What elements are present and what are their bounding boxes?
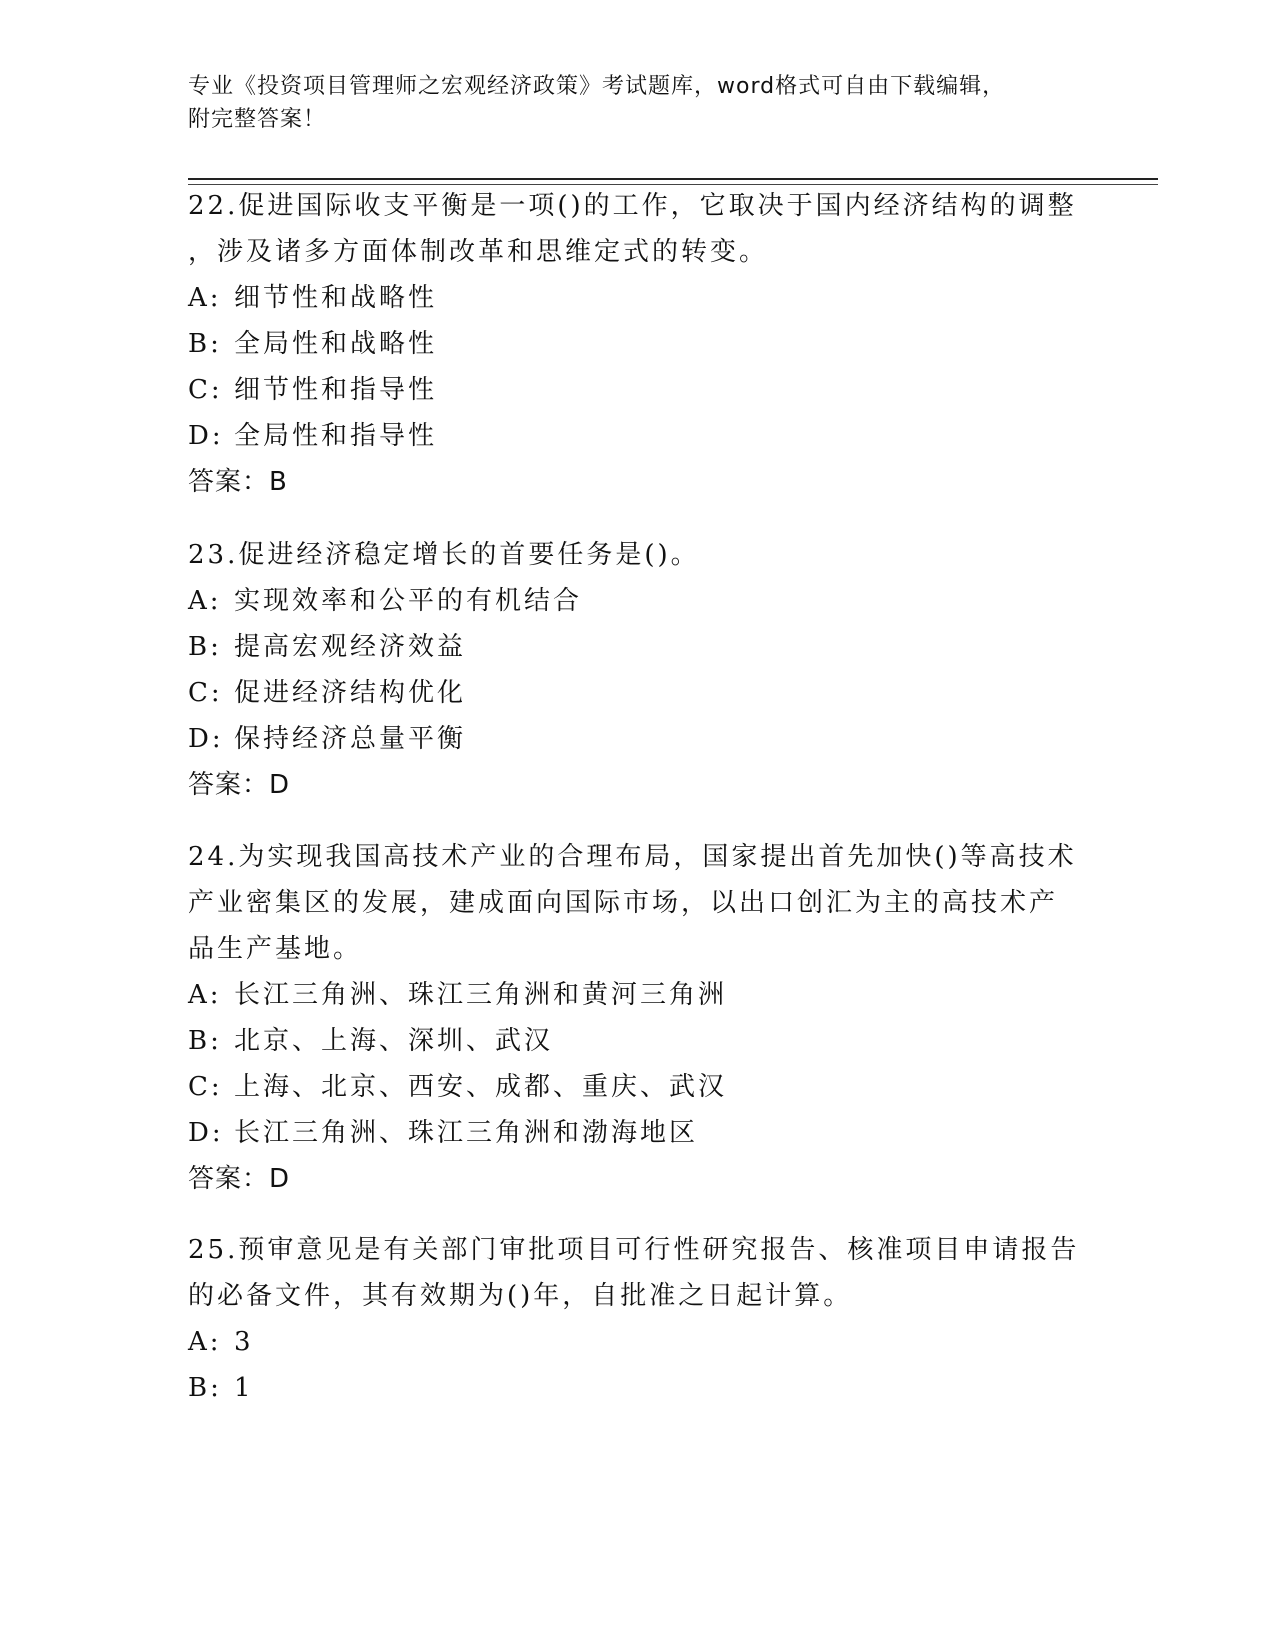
option-letter: D: xyxy=(188,724,224,754)
option-text: 全局性和指导性 xyxy=(234,421,438,451)
option-letter: B: xyxy=(188,329,222,359)
option-a xyxy=(188,972,1088,1018)
option-c xyxy=(188,367,1088,413)
option-text: 细节性和战略性 xyxy=(234,283,438,313)
option-text: 1 xyxy=(234,1373,254,1403)
option-d xyxy=(188,413,1088,459)
option-text: 促进经济结构优化 xyxy=(234,678,467,708)
option-letter: C: xyxy=(188,1072,223,1102)
question-stem: 24.为实现我国高技术产业的合理布局，国家提出首先加快()等高技术 xyxy=(188,842,1077,872)
option-d xyxy=(188,1110,1088,1156)
question-25 xyxy=(188,1227,1088,1411)
question-stem: 23.促进经济稳定增长的首要任务是()。 xyxy=(188,540,700,570)
option-text: 3 xyxy=(234,1327,254,1357)
option-b xyxy=(188,1018,1088,1064)
option-letter: B: xyxy=(188,1373,222,1403)
header-line-1: 专业《投资项目管理师之宏观经济政策》考试题库，word格式可自由下载编辑， xyxy=(188,74,1006,99)
option-text: 提高宏观经济效益 xyxy=(234,632,467,662)
option-letter: A: xyxy=(188,1327,222,1357)
option-text: 上海、北京、西安、成都、重庆、武汉 xyxy=(234,1072,728,1102)
answer: 答案：B xyxy=(188,467,288,497)
option-text: 长江三角洲、珠江三角洲和黄河三角洲 xyxy=(234,980,728,1010)
question-stem: 25.预审意见是有关部门审批项目可行性研究报告、核准项目申请报告 xyxy=(188,1235,1080,1265)
header-line-2: 附完整答案！ xyxy=(188,107,327,132)
question-24 xyxy=(188,834,1088,1202)
question-stem: 品生产基地。 xyxy=(188,934,363,964)
question-stem: 22.促进国际收支平衡是一项()的工作，它取决于国内经济结构的调整 xyxy=(188,191,1077,221)
option-letter: C: xyxy=(188,375,223,405)
option-c xyxy=(188,1064,1088,1110)
option-b xyxy=(188,321,1088,367)
option-text: 全局性和战略性 xyxy=(234,329,438,359)
option-letter: B: xyxy=(188,632,222,662)
option-d xyxy=(188,716,1088,762)
option-letter: C: xyxy=(188,678,223,708)
option-b xyxy=(188,1365,1088,1411)
answer: 答案：D xyxy=(188,1164,291,1194)
question-23 xyxy=(188,532,1088,808)
question-stem: 产业密集区的发展，建成面向国际市场，以出口创汇为主的高技术产 xyxy=(188,888,1059,918)
option-text: 实现效率和公平的有机结合 xyxy=(234,586,583,616)
header-divider-thick xyxy=(188,178,1158,180)
option-text: 保持经济总量平衡 xyxy=(234,724,467,754)
option-b xyxy=(188,624,1088,670)
question-22 xyxy=(188,183,1088,505)
option-text: 细节性和指导性 xyxy=(234,375,438,405)
option-text: 长江三角洲、珠江三角洲和渤海地区 xyxy=(234,1118,699,1148)
option-text: 北京、上海、深圳、武汉 xyxy=(234,1026,554,1056)
option-letter: B: xyxy=(188,1026,222,1056)
option-a xyxy=(188,1319,1088,1365)
question-stem: ，涉及诸多方面体制改革和思维定式的转变。 xyxy=(188,237,769,267)
document-header xyxy=(188,70,1068,136)
option-letter: D: xyxy=(188,421,224,451)
option-letter: A: xyxy=(188,980,222,1010)
option-letter: A: xyxy=(188,283,222,313)
option-a xyxy=(188,578,1088,624)
option-letter: A: xyxy=(188,586,222,616)
answer: 答案：D xyxy=(188,770,291,800)
option-c xyxy=(188,670,1088,716)
option-letter: D: xyxy=(188,1118,224,1148)
option-a xyxy=(188,275,1088,321)
question-stem: 的必备文件，其有效期为()年，自批准之日起计算。 xyxy=(188,1281,853,1311)
